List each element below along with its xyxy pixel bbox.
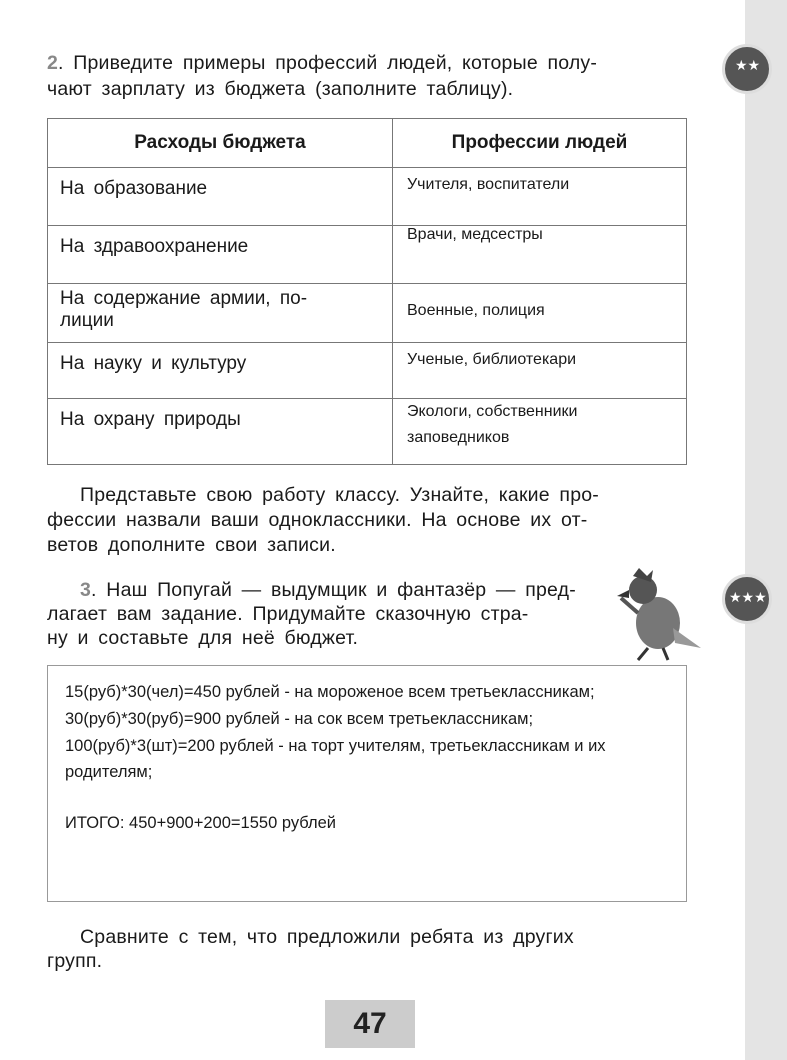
- profession-cell[interactable]: Врачи, медсестры: [393, 226, 687, 284]
- task-text: . Наш Попугай — выдумщик и фантазёр — пред-: [91, 579, 576, 601]
- present-line: ветов дополните свои записи.: [47, 534, 336, 556]
- compare-line: групп.: [47, 950, 103, 972]
- page-number: 47: [325, 1000, 415, 1048]
- table-row: [48, 343, 687, 399]
- page-edge-strip: [745, 0, 787, 1060]
- table-row: [48, 226, 687, 284]
- task-number: 2: [47, 52, 59, 74]
- task-text: . Приведите примеры профессий людей, которые полу-: [58, 52, 598, 74]
- header-professions: Профессии людей: [393, 119, 687, 168]
- table-row: [48, 168, 687, 226]
- task2-line2: чают зарплату из бюджета (заполните таблицу).: [47, 78, 514, 100]
- expense-cell: На образование: [48, 168, 393, 226]
- answer-line: 100(руб)*3(шт)=200 рублей - на торт учителям, третьеклассникам и их: [65, 737, 606, 755]
- answer-line: 30(руб)*30(руб)=900 рублей - на сок всем третьеклассникам;: [65, 710, 534, 728]
- present-line: фессии назвали ваши одноклассники. На основе их от-: [47, 509, 588, 531]
- task3-line: лагает вам задание. Придумайте сказочную стра-: [47, 603, 529, 625]
- answer-total: ИТОГО: 450+900+200=1550 рублей: [65, 814, 336, 832]
- star-badge-icon: ★★: [722, 44, 772, 94]
- header-expenses: Расходы бюджета: [48, 119, 393, 168]
- parrot-illustration: [603, 568, 703, 663]
- star-badge-icon: ★★★: [722, 574, 772, 624]
- profession-cell[interactable]: Военные, полиция: [393, 284, 687, 343]
- expense-cell: На науку и культуру: [48, 343, 393, 399]
- task3-line: ну и составьте для неё бюджет.: [47, 627, 359, 649]
- profession-cell[interactable]: Экологи, собственники заповедников: [393, 399, 687, 465]
- profession-cell[interactable]: Ученые, библиотекари: [393, 343, 687, 399]
- answer-line: 15(руб)*30(чел)=450 рублей - на мороженое всем третьеклассникам;: [65, 683, 595, 701]
- profession-cell[interactable]: Учителя, воспитатели: [393, 168, 687, 226]
- expense-cell: На охрану природы: [48, 399, 393, 465]
- table-row: [48, 284, 687, 343]
- task3-line1: [80, 579, 576, 602]
- expense-cell: На здравоохранение: [48, 226, 393, 284]
- expense-cell: На содержание армии, по- лиции: [48, 284, 393, 343]
- present-line: Представьте свою работу классу. Узнайте, какие про-: [80, 484, 599, 506]
- table-row: [48, 399, 687, 465]
- budget-table: [47, 118, 687, 465]
- task-number: 3: [80, 579, 92, 601]
- compare-line: Сравните с тем, что предложили ребята из других: [80, 926, 574, 948]
- task2-line1: [47, 52, 597, 75]
- answer-line: родителям;: [65, 763, 153, 781]
